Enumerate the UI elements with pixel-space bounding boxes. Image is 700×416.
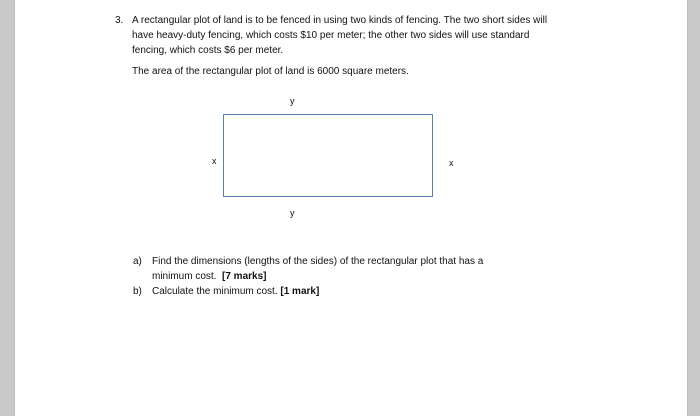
part-a-marks: [7 marks] <box>222 271 267 282</box>
area-line: The area of the rectangular plot of land is 6000 square meters. <box>132 66 409 77</box>
part-b-marks: [1 mark] <box>280 286 320 297</box>
intro-line-2: have heavy-duty fencing, which costs $10 per meter; the other two sides will use standard <box>132 30 530 41</box>
question-number: 3. <box>115 15 124 26</box>
rectangle-plot-diagram <box>223 114 433 197</box>
part-b <box>133 284 483 299</box>
diagram-top-label: y <box>290 96 295 106</box>
part-b-text <box>152 284 483 299</box>
part-a <box>133 254 483 284</box>
part-b-label: b) <box>133 286 142 297</box>
diagram-bottom-label: y <box>290 208 295 218</box>
part-a-label: a) <box>133 256 142 267</box>
document-page <box>14 0 688 416</box>
diagram-left-label: x <box>212 156 217 166</box>
area-statement <box>132 64 622 79</box>
intro-line-1: A rectangular plot of land is to be fenced in using two kinds of fencing. The two short sides will <box>132 15 548 26</box>
question-parts <box>133 254 483 299</box>
part-a-text-line2 <box>152 269 483 284</box>
part-b-text-content: Calculate the minimum cost. <box>152 286 278 297</box>
part-a-text-line2-content: minimum cost. <box>152 271 217 282</box>
part-a-text-line1: Find the dimensions (lengths of the sides) of the rectangular plot that has a <box>152 256 484 267</box>
diagram-right-label: x <box>449 158 454 168</box>
intro-line-3: fencing, which costs $6 per meter. <box>132 45 284 56</box>
question-intro <box>132 13 622 58</box>
